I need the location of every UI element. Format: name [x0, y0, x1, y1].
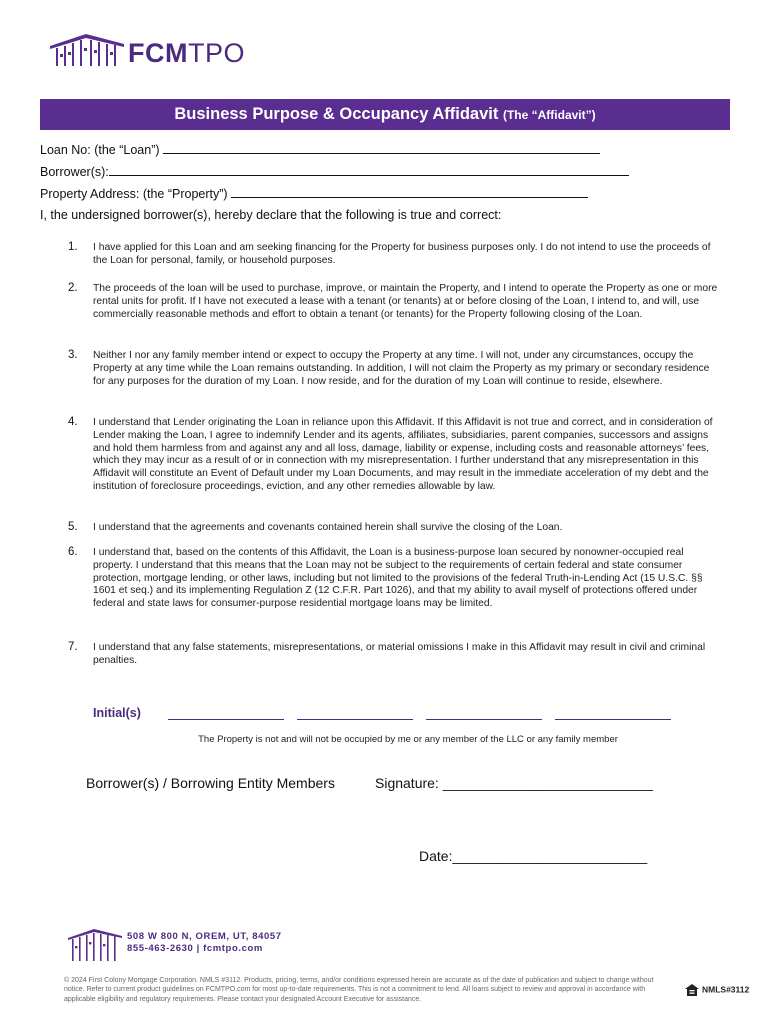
item-number: 6. — [68, 546, 78, 558]
item-text: I understand that, based on the contents of this Affidavit, the Loan is a business-purpose loan secured by nonowner-occupied real property. I understand that this means that the Loan may not be subject to the requirements of certain federal and state consumer protection, mortgage lending, or other laws, including but not limited to the provisions of the federal Truth-in-Lending Act (15 U.S.C. §§ 1601 et seq.) and its implementing Regulation Z (12 C.F.R. Part 1026), and that my ability to avail myself of protections offered under federal and state laws for consumer-purpose residential mortgage loans may be limited. — [93, 547, 703, 610]
loan-number-row — [40, 142, 600, 157]
item-number: 4. — [68, 416, 78, 428]
item-number: 1. — [68, 241, 78, 253]
item-number: 7. — [68, 641, 78, 653]
list-item — [68, 547, 718, 642]
item-number: 5. — [68, 521, 78, 533]
borrower-row — [40, 164, 629, 179]
item-number: 3. — [68, 349, 78, 361]
date-field[interactable]: Date:_________________________ — [419, 848, 648, 864]
list-item — [68, 283, 718, 350]
item-text: I have applied for this Loan and am seeking financing for the Property for business purposes only. I do not intend to use the proceeds of the Loan for personal, family, or household purposes. — [93, 242, 711, 266]
item-text: Neither I nor any family member intend or expect to occupy the Property at any time. I will not, under any circumstances, occupy the Property at any time while the Loan remains outstanding. In addition, I will not claim the Property as my primary or secondary residence for any purposes for the duration of my Loan. I now reside, and for the duration of my Loan will continue to reside, elsewhere. — [93, 350, 710, 387]
loan-number-field[interactable] — [163, 142, 600, 154]
initial-field-3[interactable] — [426, 719, 542, 720]
property-address-row — [40, 186, 588, 201]
item-number: 2. — [68, 282, 78, 294]
title-bar — [40, 99, 730, 130]
initial-field-2[interactable] — [297, 719, 413, 720]
house-skyline-icon — [48, 30, 126, 70]
address-line: 508 W 800 N, OREM, UT, 84057 — [127, 931, 282, 942]
nmls-badge — [685, 984, 749, 996]
loan-number-label: Loan No: (the “Loan”) — [40, 143, 160, 157]
fcmtpo-logo — [48, 30, 263, 72]
footer-disclaimer: © 2024 First Colony Mortgage Corporation. NMLS #3112. Products, pricing, terms, and/or conditions expressed herein are accurate as of the date of publication and subject to change without notice. Refer to current product guidelines on FCMTPO.com for most up-to-date requirements. This is not a commitment to lend. All loans subject to review and approval in accordance with applicable eligibility and regulatory requirements. Please contact your designated Account Executive for assistance. — [64, 977, 654, 1003]
nmls-number: NMLS#3112 — [702, 984, 750, 995]
initial-field-4[interactable] — [555, 719, 671, 720]
item-text: I understand that Lender originating the Loan in reliance upon this Affidavit. If this Affidavit is not true and correct, and in consideration of Lender making the Loan, I agree to indemnify Lender and its agents, affiliates, subsidiaries, parent companies, successors and assigns and hold them harmless from and against any and all loss, damage, liability or expense, including costs and reasonable attorneys’ fees, which they may incur as a result of or in connection with my misrepresentation. I further understand that any misrepresentation in this Affidavit will constitute an Event of Default under my Loan Documents, and may result in the immediate acceleration of my debt and the institution of foreclosure proceedings, eviction, and any other remedies allowable by law. — [93, 417, 713, 492]
list-item — [68, 642, 718, 668]
item-text: I understand that the agreements and covenants contained herein shall survive the closing of the Loan. — [93, 522, 563, 533]
contact-line[interactable]: 855-463-2630 | fcmtpo.com — [127, 943, 263, 954]
list-item — [68, 242, 718, 283]
brand-name-bold: FCM — [128, 38, 188, 68]
signature-field[interactable]: Signature: ___________________________ — [375, 775, 653, 791]
property-address-label: Property Address: (the “Property”) — [40, 187, 228, 201]
list-item — [68, 417, 718, 522]
property-address-field[interactable] — [231, 186, 588, 198]
item-text: The proceeds of the loan will be used to purchase, improve, or maintain the Property, and I intend to operate the Property as one or more rental units for profit. If I have not executed a lease with a tenant (or tenants) at or before closing of the Loan, I intend to, and will, use commercially reasonable methods and effort to obtain a tenant (or tenants) for the Property following closing of the Loan. — [93, 283, 718, 320]
page-title: Business Purpose & Occupancy Affidavit — [174, 105, 499, 123]
borrower-members-label: Borrower(s) / Borrowing Entity Members — [86, 775, 335, 791]
list-item — [68, 350, 718, 417]
brand-name-thin: TPO — [187, 38, 245, 68]
footer-logo-icon — [66, 926, 126, 966]
borrower-label: Borrower(s): — [40, 165, 109, 179]
list-item — [68, 522, 718, 547]
borrower-field[interactable] — [109, 164, 629, 176]
page-title-suffix: (The “Affidavit”) — [502, 108, 596, 122]
equal-housing-icon — [685, 984, 699, 996]
initials-label: Initial(s) — [93, 706, 141, 720]
occupancy-note: The Property is not and will not be occupied by me or any member of the LLC or any family member — [198, 734, 618, 745]
initial-field-1[interactable] — [168, 719, 284, 720]
affidavit-items — [68, 242, 718, 668]
brand-wordmark — [128, 38, 245, 69]
footer-address — [127, 931, 282, 955]
declaration-text: I, the undersigned borrower(s), hereby declare that the following is true and correct: — [40, 208, 502, 222]
item-text: I understand that any false statements, misrepresentations, or material omissions I make in this Affidavit may result in civil and criminal penalties. — [93, 642, 706, 666]
